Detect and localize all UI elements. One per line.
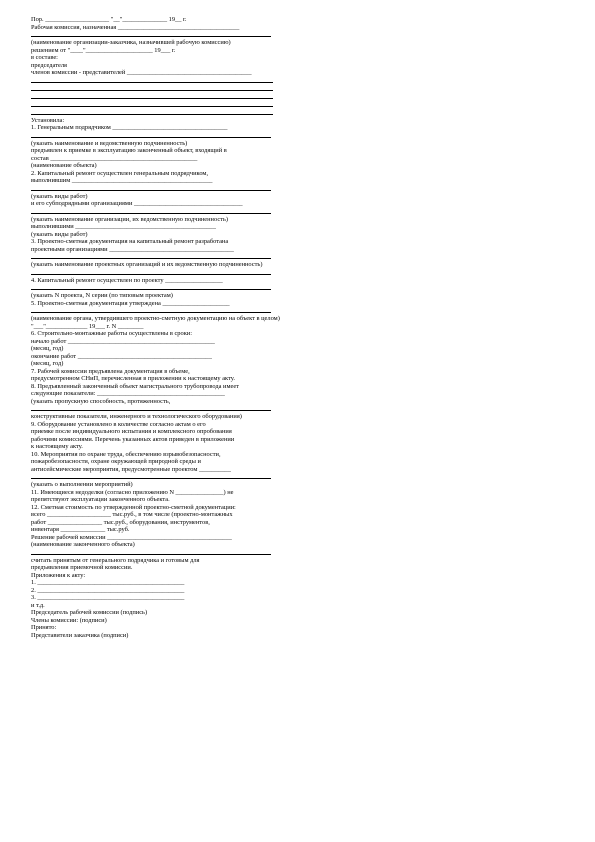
blank-rule-line [31, 405, 571, 413]
form-text-line: проектными организациями _______________________________________ [31, 245, 234, 253]
form-text-line: 3. ______________________________________________ [31, 594, 185, 601]
act-form-document [31, 16, 571, 639]
form-text-line: Решение рабочей комиссии _______________________________________ [31, 533, 232, 541]
blank-rule-line [31, 473, 571, 481]
form-text-line: (указать пропускную способность, протяженность, [31, 397, 171, 405]
form-text-line: 6. Строительно-монтажные работы осуществлены в сроки: [31, 330, 192, 337]
form-text-line: Пор. ____________________ "__"______________ 19__ г. [31, 16, 187, 23]
blank-rule-line [31, 85, 571, 93]
form-text-line: (наименование организации-заказчика, назначившей рабочую комиссию) [31, 39, 231, 46]
form-text-line: членов комиссии - представителей _______________________________________ [31, 69, 252, 76]
form-text-line: 9. Оборудование установлено в количестве согласно актам о его [31, 420, 206, 428]
form-text-line: конструктивные показатели, инженерного и технологического оборудования) [31, 413, 242, 420]
form-text-line: предъявления приемочной комиссии. [31, 564, 133, 571]
form-text-line: Рабочая комиссия, назначенная ______________________________________ [31, 23, 240, 31]
form-text-line: в составе: [31, 54, 58, 61]
form-text-line: пожаробезопасности, охране окружающей природной среды и [31, 458, 201, 465]
form-text-line: (указать наименование и ведомственную подчиненность) [31, 139, 188, 147]
form-text-line: Председатель рабочей комиссии (подпись) [31, 609, 148, 616]
blank-rule-line [31, 253, 571, 261]
form-text-line: (указать наименование организации, их ведомственную подчиненность) [31, 215, 228, 223]
blank-rule-line [31, 284, 571, 292]
form-text-line: 7. Рабочей комиссии предъявлена документация в объеме, [31, 367, 190, 375]
form-text-line: рабочими комиссиями. Перечень указанных актов приведен в приложении [31, 435, 235, 443]
form-text-line: (наименование объекта) [31, 162, 97, 169]
form-text-line: 1. Генеральным подрядчиком ____________________________________ [31, 124, 228, 131]
form-text-line: приемке после индивидуального испытания и комплексного опробования [31, 428, 232, 435]
form-text-line: 5. Проектно-сметная документация утверждена _____________________ [31, 299, 230, 307]
form-text-line: следующие показатели: ________________________________________ [31, 390, 225, 397]
form-text-line: (указать о выполнении мероприятий) [31, 481, 133, 488]
form-text-line: предусмотренном СНиП, перечисленная в приложении к настоящему акту. [31, 375, 235, 382]
form-text-line: 10. Мероприятия по охране труда, обеспечению взрывобезопасности, [31, 450, 221, 458]
form-text-line: (месяц, год) [31, 345, 64, 352]
form-text-line: 3. Проектно-сметная документация на капитальный ремонт разработана [31, 238, 229, 245]
blank-rule-line [31, 93, 571, 101]
form-text-line: к настоящему акту. [31, 443, 83, 450]
form-text-line: окончание работ __________________________________________ [31, 352, 212, 360]
form-text-line: 2. ______________________________________________ [31, 586, 185, 594]
form-text-line: Принято: [31, 624, 57, 631]
form-text-line: решением от "____"_____________________ 19___ г. [31, 46, 176, 54]
form-text-line: Члены комиссии: (подписи) [31, 616, 107, 624]
blank-rule-line [31, 31, 571, 39]
form-text-line: 12. Сметная стоимость по утвержденной проектно-сметной документации: [31, 503, 236, 511]
form-text-line: считать принятым от генерального подрядчика и готовым для [31, 556, 200, 564]
blank-rule-line [31, 109, 571, 117]
form-text-line: 8. Предъявленный законченный объект магистрального трубопровода имеет [31, 382, 239, 390]
form-text-line: (наименование органа, утвердившего проектно-сметную документацию на объект в целом) [31, 315, 280, 322]
blank-rule-line [31, 77, 571, 85]
form-text-line: инвентаря ______________ тыс.руб. [31, 526, 130, 533]
blank-rule-line [31, 185, 571, 193]
form-text-line: Представители заказчика (подписи) [31, 631, 129, 639]
form-text-line: "___"_____________ 19___ г. N ________ [31, 322, 144, 330]
form-text-line: Приложения к акту: [31, 571, 86, 579]
blank-rule-line [31, 549, 571, 557]
form-text-line: (указать наименование проектных организаций и их ведомственную подчиненность) [31, 261, 263, 268]
form-text-line: и т.д. [31, 601, 45, 609]
form-text-line: работ _________________ тыс.руб., оборудования, инструментов, [31, 518, 210, 526]
form-text-line: 4. Капитальный ремонт осуществлен по проекту __________________ [31, 276, 223, 284]
form-text-line: начало работ ______________________________________________ [31, 337, 215, 345]
blank-rule-line [31, 208, 571, 216]
blank-rule-line [31, 269, 571, 277]
form-text-line: антисейсмические мероприятия, предусмотренные проектом __________ [31, 465, 231, 473]
form-text-line: (месяц, год) [31, 360, 64, 367]
form-text-line: 2. Капитальный ремонт осуществлен генеральным подрядчиком, [31, 169, 209, 177]
form-text-line: препятствуют эксплуатации законченного объекта. [31, 496, 170, 503]
form-text-line: (указать виды работ) [31, 192, 88, 200]
form-text-line: (наименование законченного объекта) [31, 541, 135, 548]
form-text-line: председателя [31, 61, 67, 69]
form-text-line: всего ____________________ тыс.руб., в том числе (проектно-монтажных [31, 511, 233, 518]
form-text-line: предъявлен к приемке в эксплуатацию законченный объект, входящий в [31, 147, 227, 154]
form-text-line: 11. Имеющиеся недоделки (согласно приложению N _______________) не [31, 488, 234, 496]
form-text-line: выполнившими ____________________________________________ [31, 223, 216, 230]
form-text-line: (указать виды работ) [31, 230, 88, 238]
form-text-line: выполнившим ____________________________________________ [31, 177, 213, 184]
form-text-line: и его субподрядными организациями __________________________________ [31, 200, 243, 207]
blank-rule-line [31, 132, 571, 140]
form-text-line: (указать N проекта, N серии (по типовым проектам) [31, 292, 173, 299]
form-text-line: Установила: [31, 116, 65, 124]
blank-rule-line [31, 101, 571, 109]
form-text-line: состав ______________________________________________ [31, 154, 198, 162]
form-text-line: 1. ______________________________________________ [31, 579, 185, 586]
blank-rule-line [31, 307, 571, 315]
